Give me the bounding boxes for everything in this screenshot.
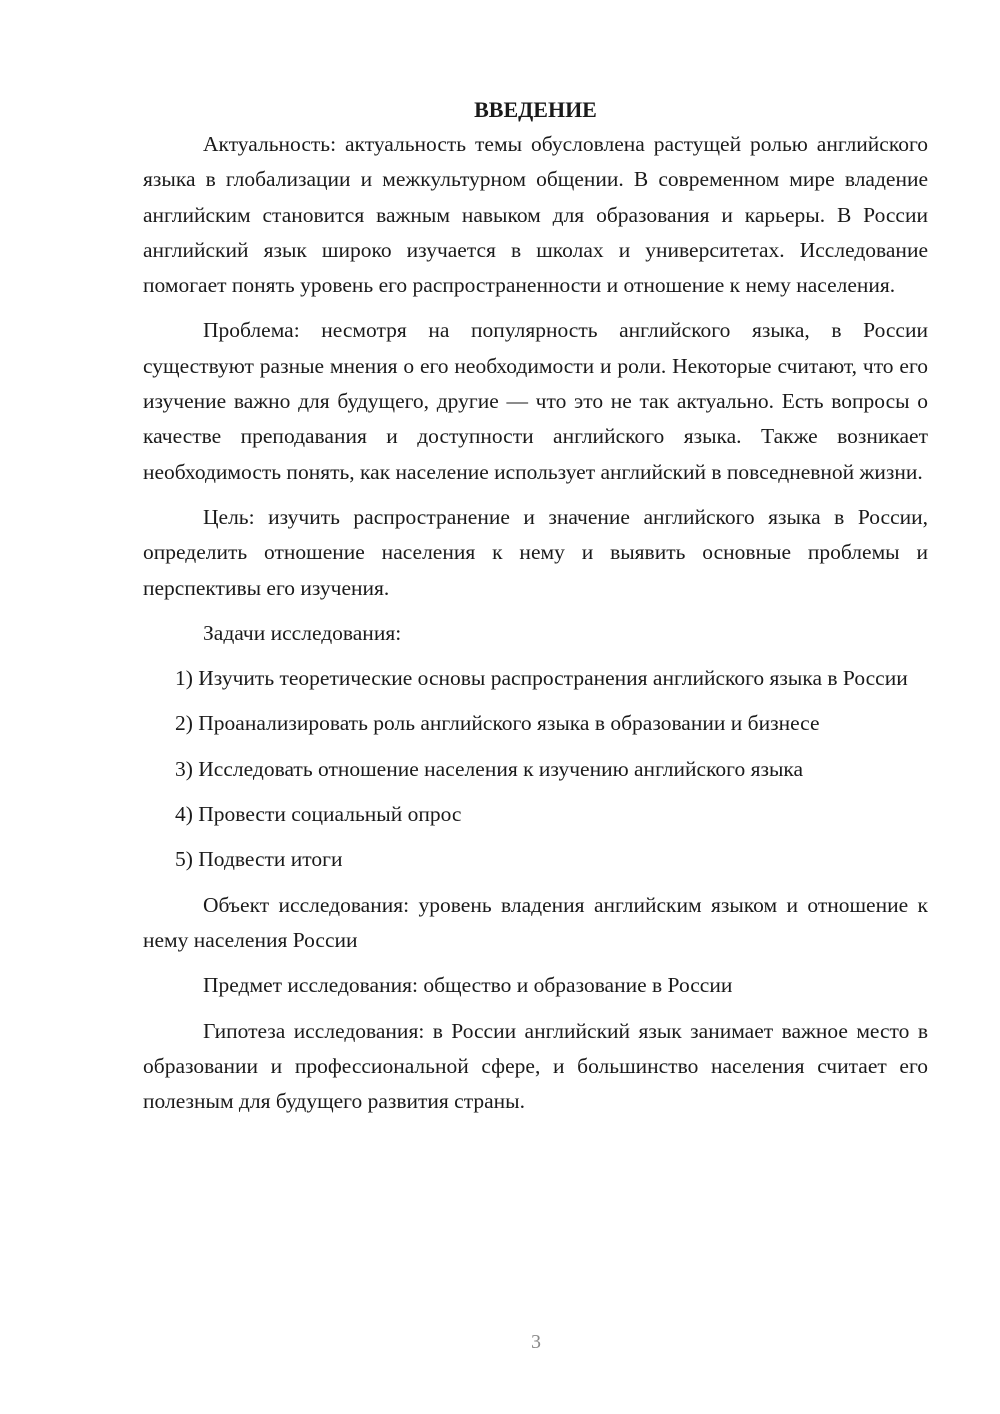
task-item: 4) Провести социальный опрос (175, 802, 462, 827)
task-item: 1) Изучить теоретические основы распространения английского языка в России (175, 666, 908, 691)
task-item: 3) Исследовать отношение населения к изучению английского языка (175, 756, 804, 781)
document-page (143, 92, 928, 1129)
hypothesis-paragraph: Гипотеза исследования: в России английский язык занимает важное место в образовании и профессиональной сфере, и большинство населения считает его полезным для будущего развития страны. (143, 1018, 928, 1114)
tasks-heading: Задачи исследования: (203, 620, 402, 645)
subject-paragraph: Предмет исследования: общество и образование в России (203, 973, 733, 998)
object-paragraph: Объект исследования: уровень владения английским языком и отношение к нему населения России (143, 892, 928, 952)
task-item: 2) Проанализировать роль английского языка в образовании и бизнесе (175, 711, 820, 736)
problem-paragraph: Проблема: несмотря на популярность английского языка, в России существуют разные мнения о его необходимости и роли. Некоторые считают, что его изучение важно для будущего, другие — что это не так актуально. Есть вопросы о качестве преподавания и доступности английского языка. Также возникает необходимость понять, как население использует английский в повседневной жизни. (143, 318, 928, 484)
task-item: 5) Подвести итоги (175, 847, 343, 872)
page-number: 3 (531, 1331, 541, 1353)
goal-paragraph: Цель: изучить распространение и значение английского языка в России, определить отношение населения к нему и выявить основные проблемы и перспективы его изучения. (143, 504, 928, 600)
relevance-paragraph: Актуальность: актуальность темы обусловлена растущей ролью английского языка в глобализации и межкультурном общении. В современном мире владение английским становится важным навыком для образования и карьеры. В России английский язык широко изучается в школах и университетах. Исследование помогает понять уровень его распространенности и отношение к нему населения. (143, 132, 928, 298)
section-title: ВВЕДЕНИЕ (474, 97, 597, 122)
